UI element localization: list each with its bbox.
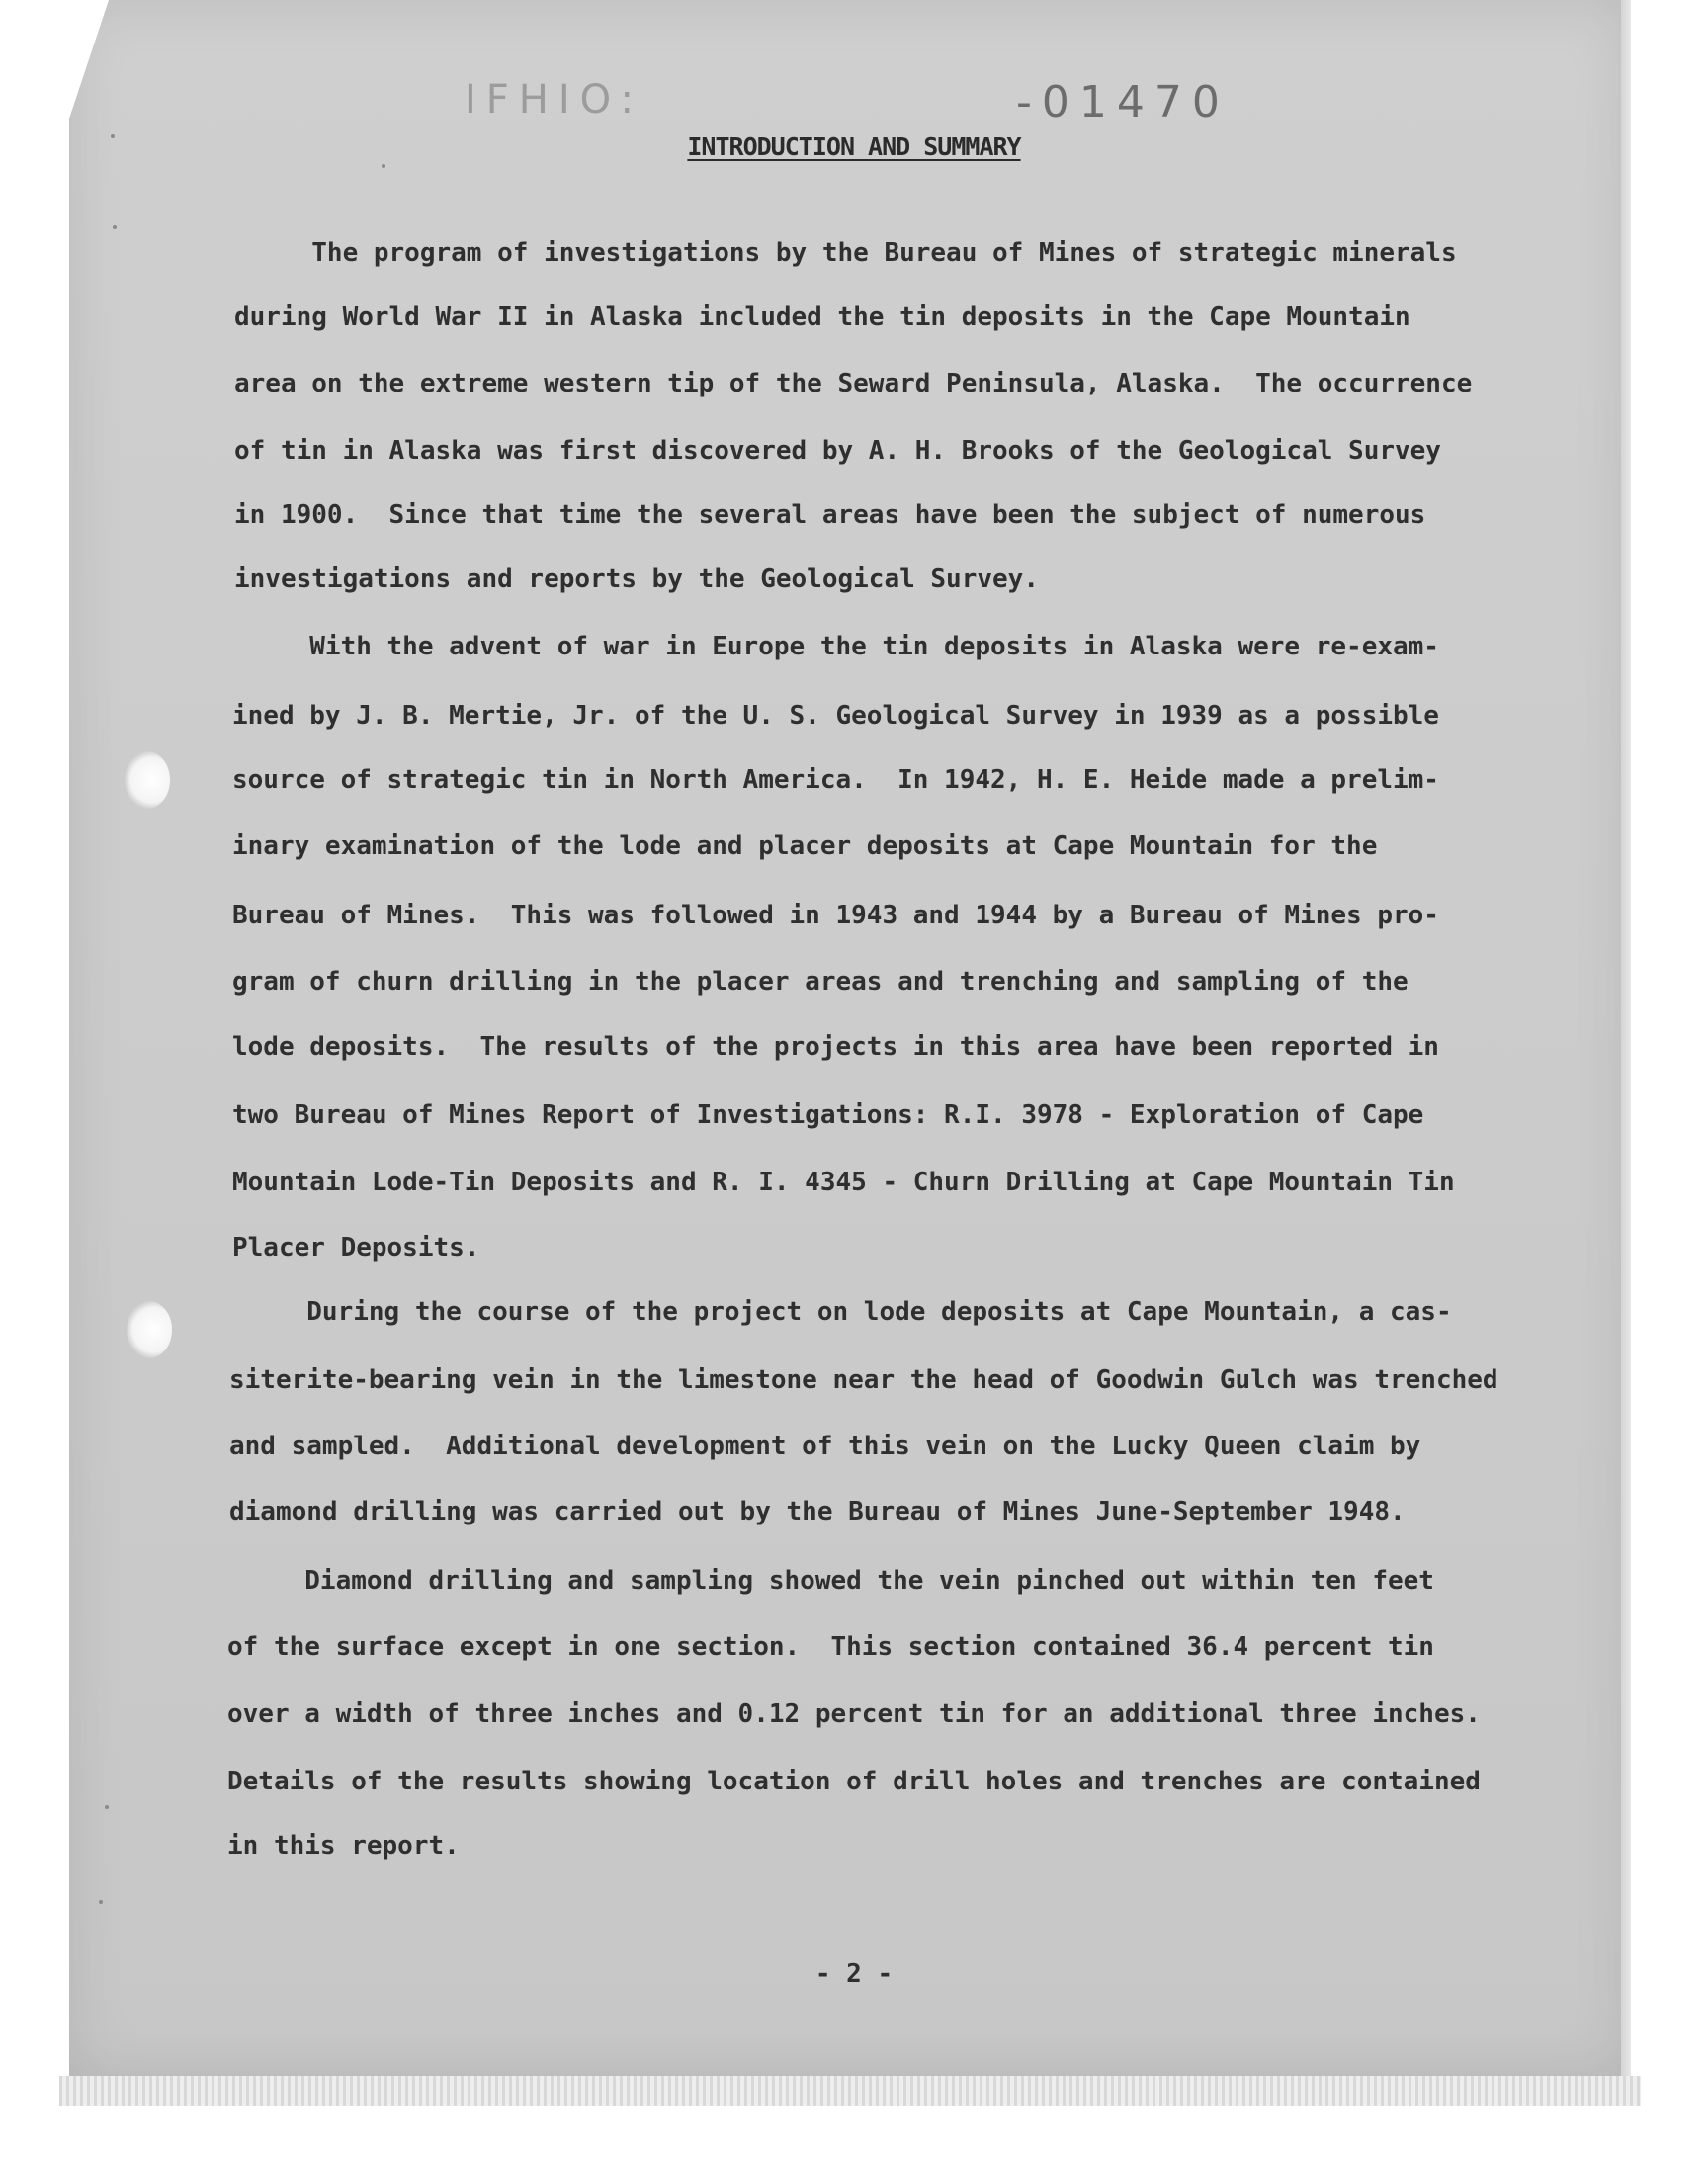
text-line: source of strategic tin in North America. In 1942, H. E. Heide made a prelim-: [232, 765, 1439, 795]
archive-stamp-left: IFHIO:: [465, 77, 643, 123]
text-line: investigations and reports by the Geological Survey.: [234, 565, 1039, 594]
punch-hole-icon: [125, 751, 170, 809]
text-line: diamond drilling was carried out by the Bureau of Mines June-September 1948.: [229, 1497, 1406, 1526]
corner-fold: [69, 0, 109, 119]
text-line: Bureau of Mines. This was followed in 1943 and 1944 by a Bureau of Mines pro-: [232, 901, 1439, 930]
text-line: ined by J. B. Mertie, Jr. of the U. S. Geological Survey in 1939 as a possible: [232, 701, 1439, 731]
scan-speck: [382, 164, 385, 168]
scan-speck: [99, 1900, 103, 1904]
text-line: inary examination of the lode and placer deposits at Cape Mountain for the: [232, 831, 1378, 861]
text-line: During the course of the project on lode deposits at Cape Mountain, a cas-: [229, 1297, 1452, 1327]
text-line: of tin in Alaska was first discovered by A. H. Brooks of the Geological Survey: [234, 436, 1441, 466]
page-title: INTRODUCTION AND SUMMARY: [687, 132, 1021, 161]
text-line: during World War II in Alaska included the tin deposits in the Cape Mountain: [234, 303, 1410, 332]
page-number: - 2 -: [814, 1959, 894, 1989]
text-line: over a width of three inches and 0.12 percent tin for an additional three inches.: [227, 1699, 1481, 1729]
text-line: two Bureau of Mines Report of Investigations: R.I. 3978 - Exploration of Cape: [232, 1100, 1424, 1130]
scan-bottom-band: [59, 2076, 1641, 2106]
text-line: Mountain Lode-Tin Deposits and R. I. 4345 - Churn Drilling at Cape Mountain Tin: [232, 1168, 1455, 1197]
text-line: The program of investigations by the Bureau of Mines of strategic minerals: [234, 238, 1457, 268]
scan-speck: [113, 225, 117, 229]
text-line: With the advent of war in Europe the tin deposits in Alaska were re-exam-: [232, 632, 1439, 661]
text-line: in 1900. Since that time the several areas have been the subject of numerous: [234, 500, 1426, 530]
text-line: and sampled. Additional development of this vein on the Lucky Queen claim by: [229, 1432, 1421, 1461]
text-line: Placer Deposits.: [232, 1233, 480, 1262]
scan-speck: [105, 1805, 109, 1809]
text-line: lode deposits. The results of the projects in this area have been reported in: [232, 1032, 1439, 1062]
text-line: in this report.: [227, 1831, 460, 1861]
text-line: siterite-bearing vein in the limestone near the head of Goodwin Gulch was trenched: [229, 1365, 1498, 1395]
text-line: of the surface except in one section. This section contained 36.4 percent tin: [227, 1632, 1434, 1662]
page-edge: [1621, 0, 1631, 2076]
text-line: area on the extreme western tip of the Seward Peninsula, Alaska. The occurrence: [234, 369, 1473, 398]
text-line: Details of the results showing location of drill holes and trenches are contained: [227, 1767, 1481, 1796]
archive-stamp-number: -01470: [1016, 77, 1230, 128]
punch-hole-icon: [127, 1301, 172, 1358]
text-line: Diamond drilling and sampling showed the vein pinched out within ten feet: [227, 1566, 1434, 1596]
text-line: gram of churn drilling in the placer areas and trenching and sampling of the: [232, 967, 1409, 997]
